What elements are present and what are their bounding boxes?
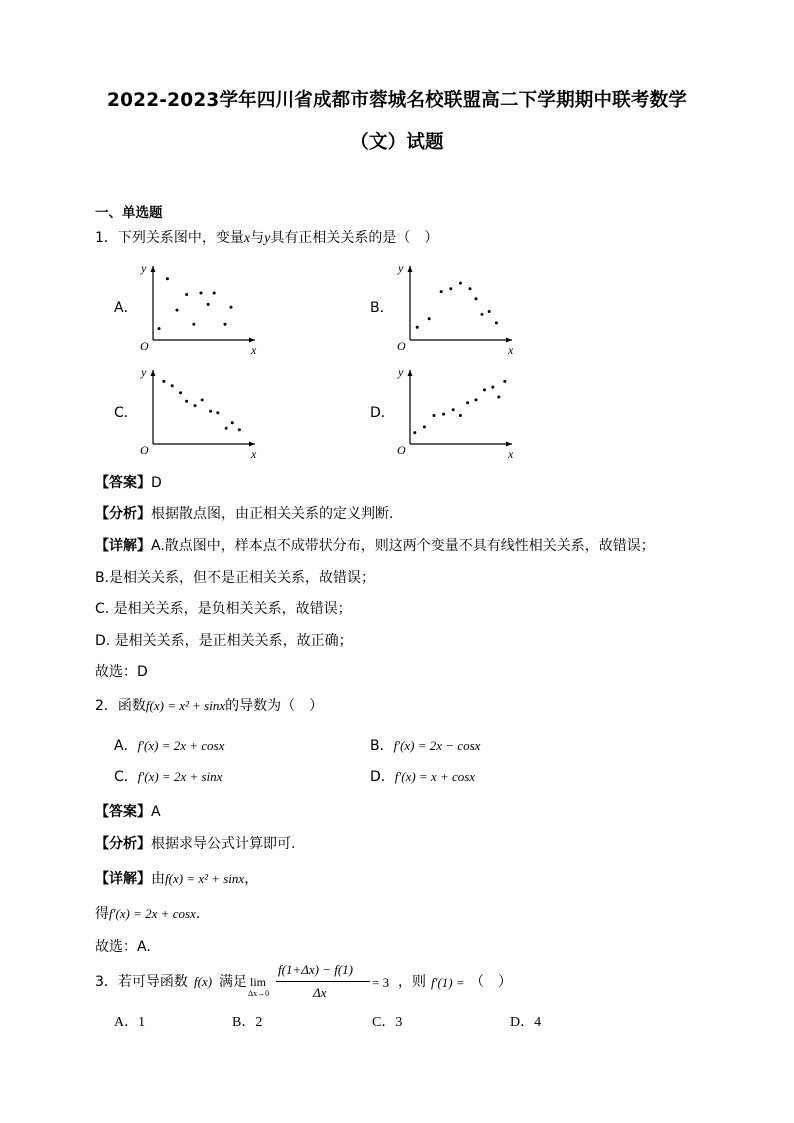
scatter-point-b-9 [495, 321, 498, 324]
scatter-point-a-4 [192, 323, 195, 326]
q3-numerator: f(1+Δx) − f(1) [278, 962, 353, 977]
q2-stem-post: 的导数为（ ） [225, 698, 324, 714]
scatter-point-c-2 [179, 391, 182, 394]
derive-post: . [195, 906, 201, 922]
scatter-point-c-0 [162, 380, 165, 383]
q3-eq: = 3 [372, 975, 390, 990]
q3-stem-pre: 3．若可导函数 [95, 974, 188, 990]
scatter-point-a-6 [207, 303, 210, 306]
scatter-point-b-5 [469, 287, 472, 290]
q1-detail-1 [95, 537, 655, 555]
q2-opt-b-label: B． [370, 738, 394, 754]
y-axis-arrow-b [408, 266, 413, 272]
scatter-point-b-6 [475, 297, 478, 300]
scatter-point-a-0 [158, 327, 161, 330]
scatter-point-c-1 [171, 384, 174, 387]
q2-analysis [95, 835, 295, 853]
analysis-text: 根据散点图，由正相关关系的定义判断. [151, 506, 394, 522]
scatter-plot-b [392, 258, 522, 356]
q3-option-d: D．4 [510, 1015, 542, 1030]
origin-label-b: O [397, 339, 406, 353]
scatter-point-d-1 [423, 425, 426, 428]
q1-var-x: x [243, 231, 251, 246]
derive-expr: f′(x) = 2x + cosx [109, 906, 196, 921]
scatter-point-c-4 [194, 404, 197, 407]
scatter-point-d-10 [497, 396, 500, 399]
detail-func: f(x) = x² + sinx [165, 871, 245, 886]
q2-answer [95, 803, 161, 821]
q3-option-a: A．1 [114, 1015, 146, 1030]
q1-option-b-label: B． [370, 300, 394, 316]
scatter-point-b-4 [459, 282, 462, 285]
q2-func: f(x) = x² + sinx [145, 698, 226, 713]
scatter-point-d-6 [466, 401, 469, 404]
y-axis-arrow-c [151, 370, 156, 376]
q2-opt-a-expr: f′(x) = 2x + cosx [137, 738, 225, 753]
detail-text: A.散点图中，样本点不成带状分布，则这两个变量不具有线性相关关系，故错误； [151, 538, 655, 554]
scatter-point-b-3 [449, 287, 452, 290]
q1-stem-end: 具有正相关关系的是（ ） [270, 230, 439, 246]
q2-opt-b-expr: f′(x) = 2x − cosx [393, 738, 481, 753]
origin-label-d: O [397, 443, 406, 457]
q1-stem [95, 229, 438, 248]
x-axis-label-c: x [251, 447, 257, 460]
q2-option-a [114, 737, 224, 755]
scatter-point-b-0 [416, 326, 419, 329]
detail-tag: 【详解】 [95, 538, 151, 554]
scatter-point-a-2 [176, 309, 179, 312]
y-axis-arrow-d [408, 370, 413, 376]
q2-option-b [370, 737, 480, 755]
scatter-point-c-3 [185, 400, 188, 403]
q3-lim: lim [250, 975, 267, 989]
x-axis-arrow-b [506, 338, 512, 343]
q3-lim-sub: Δx→0 [248, 989, 270, 998]
scatter-point-b-2 [440, 290, 443, 293]
q2-opt-d-label: D． [370, 769, 395, 785]
q2-opt-a-label: A． [114, 738, 138, 754]
scatter-plot-a [135, 258, 265, 356]
q1-analysis [95, 505, 393, 523]
y-axis-label-a: y [141, 261, 147, 275]
scatter-point-a-7 [213, 292, 216, 295]
q1-and: 与 [250, 230, 265, 246]
x-axis-arrow-a [249, 338, 255, 343]
scatter-plot-c [135, 362, 265, 460]
answer-value: A [151, 804, 161, 820]
origin-label-a: O [140, 339, 149, 353]
scatter-point-d-2 [433, 414, 436, 417]
q2-detail [95, 870, 258, 888]
q3-stem-then: ，则 [398, 974, 426, 990]
scatter-point-b-7 [481, 313, 484, 316]
q1-option-a-label: A． [114, 300, 138, 316]
scatter-point-c-10 [238, 428, 241, 431]
scatter-point-d-0 [413, 431, 416, 434]
scatter-point-c-5 [201, 398, 204, 401]
y-axis-arrow-a [151, 266, 156, 272]
q2-opt-c-label: C． [114, 769, 138, 785]
scatter-point-d-9 [491, 386, 494, 389]
scatter-point-a-5 [200, 292, 203, 295]
scatter-point-d-11 [503, 380, 506, 383]
x-axis-label-d: x [508, 447, 514, 460]
q2-choose: 故选：A. [95, 939, 151, 955]
analysis-tag: 【分析】 [95, 836, 151, 852]
answer-tag: 【答案】 [95, 475, 151, 491]
q3-option-c: C．3 [372, 1015, 403, 1030]
y-axis-label-b: y [398, 261, 404, 275]
q2-option-d [370, 768, 475, 786]
scatter-point-a-9 [230, 306, 233, 309]
q2-option-c [114, 768, 222, 786]
scatter-plot-d [392, 362, 522, 460]
page-subtitle: （文）试题 [350, 132, 444, 153]
q1-detail-4: D. 是相关关系，是正相关关系，故正确； [95, 633, 353, 649]
q2-opt-d-expr: f′(x) = x + cosx [394, 769, 476, 784]
q1-detail-3: C. 是相关关系，是负相关关系，故错误； [95, 601, 352, 617]
scatter-point-b-8 [488, 310, 491, 313]
scatter-point-c-7 [216, 411, 219, 414]
derive-pre: 得 [95, 906, 109, 922]
q3-stem-end: （ ） [470, 974, 512, 990]
x-axis-arrow-c [249, 442, 255, 447]
detail-tag: 【详解】 [95, 871, 151, 887]
analysis-text: 根据求导公式计算即可. [151, 836, 296, 852]
analysis-tag: 【分析】 [95, 506, 151, 522]
scatter-point-a-1 [166, 277, 169, 280]
y-axis-label-c: y [141, 365, 147, 379]
q1-stem-text: 1．下列关系图中，变量 [95, 230, 244, 246]
q3-f1: f′(1) = [431, 975, 465, 990]
x-axis-label-a: x [251, 343, 257, 356]
q3-stem-mid: 满足 [219, 974, 247, 990]
q3-fx: f(x) [194, 974, 213, 989]
answer-value: D [151, 475, 162, 491]
q1-option-d-label: D． [370, 405, 395, 421]
q1-var-y: y [264, 231, 271, 246]
q1-answer [95, 474, 162, 492]
x-axis-label-b: x [508, 343, 514, 356]
q1-detail-2: B.是相关关系，但不是正相关关系，故错误； [95, 570, 376, 586]
q2-opt-c-expr: f′(x) = 2x + sinx [137, 769, 223, 784]
section-heading: 一、单选题 [95, 205, 163, 221]
scatter-point-c-6 [209, 410, 212, 413]
y-axis-label-d: y [398, 365, 404, 379]
x-axis-arrow-d [506, 442, 512, 447]
scatter-point-d-7 [475, 398, 478, 401]
answer-tag: 【答案】 [95, 804, 151, 820]
q2-derive [95, 905, 200, 923]
scatter-point-d-3 [442, 413, 445, 416]
q3-option-b: B．2 [232, 1015, 263, 1030]
origin-label-c: O [140, 443, 149, 457]
scatter-point-a-3 [185, 293, 188, 296]
q3-denominator: Δx [313, 985, 327, 1000]
detail-post: ， [244, 871, 259, 887]
scatter-point-d-5 [459, 414, 462, 417]
scatter-point-a-8 [224, 323, 227, 326]
page-title: 2022-2023学年四川省成都市蓉城名校联盟高二下学期期中联考数学 [107, 90, 687, 111]
q2-stem [95, 697, 323, 715]
scatter-point-d-4 [452, 408, 455, 411]
scatter-point-d-8 [483, 388, 486, 391]
q2-stem-pre: 2．函数 [95, 698, 146, 714]
q1-choose: 故选：D [95, 664, 148, 680]
scatter-point-c-8 [225, 427, 228, 430]
detail-pre: 由 [151, 871, 165, 887]
scatter-point-c-9 [231, 421, 234, 424]
q3-fraction-bar [276, 981, 370, 982]
q1-option-c-label: C． [114, 405, 138, 421]
scatter-point-b-1 [428, 317, 431, 320]
